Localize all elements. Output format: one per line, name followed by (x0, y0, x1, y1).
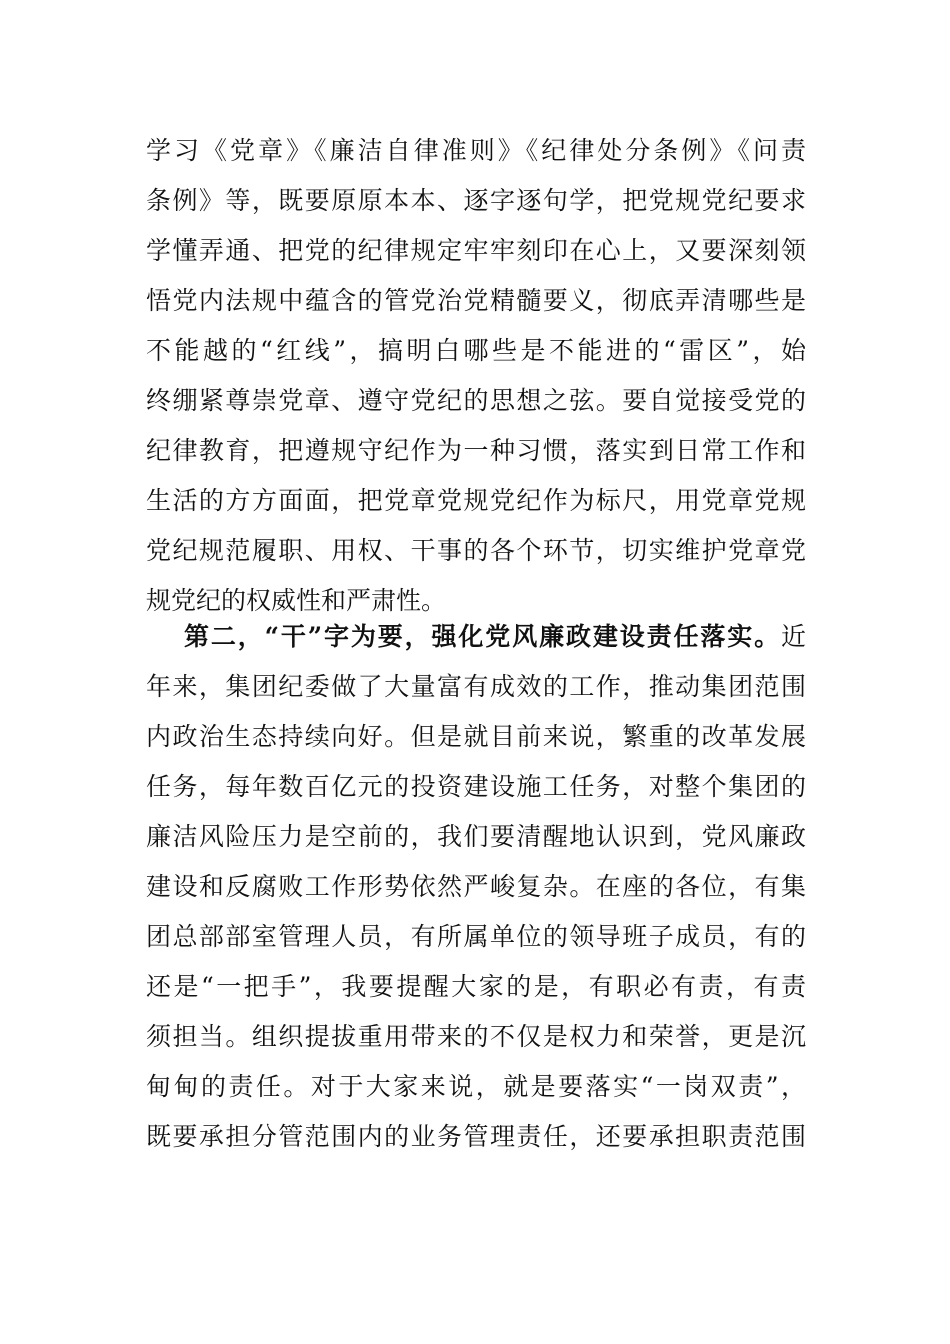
heading-trailing-text: 近 (780, 622, 806, 651)
paragraph-line: 学懂弄通、把党的纪律规定牢牢刻印在心上，又要深刻领 (146, 236, 806, 265)
paragraph-line: 廉洁风险压力是空前的，我们要清醒地认识到，党风廉政 (146, 822, 806, 851)
section-heading: 第二，“干”字为要，强化党风廉政建设责任落实。 (184, 622, 781, 651)
paragraph-line: 条例》等，既要原原本本、逐字逐句学，把党规党纪要求 (146, 186, 806, 215)
paragraph-line: 纪律教育，把遵规守纪作为一种习惯，落实到日常工作和 (146, 436, 806, 465)
paragraph-line: 团总部部室管理人员，有所属单位的领导班子成员，有的 (146, 922, 806, 951)
paragraph-first-line (146, 612, 806, 662)
paragraph-line: 内政治生态持续向好。但是就目前来说，繁重的改革发展 (146, 722, 806, 751)
paragraph-line: 既要承担分管范围内的业务管理责任，还要承担职责范围 (146, 1122, 806, 1151)
paragraph-1 (146, 126, 806, 626)
paragraph-line: 任务，每年数百亿元的投资建设施工任务，对整个集团的 (146, 772, 806, 801)
paragraph-line: 不能越的“红线”，搞明白哪些是不能进的“雷区”，始 (146, 336, 806, 365)
paragraph-line: 党纪规范履职、用权、干事的各个环节，切实维护党章党 (146, 536, 806, 565)
paragraph-line: 甸甸的责任。对于大家来说，就是要落实“一岗双责”， (146, 1072, 806, 1101)
paragraph-line: 生活的方方面面，把党章党规党纪作为标尺，用党章党规 (146, 486, 806, 515)
paragraph-line: 还是“一把手”，我要提醒大家的是，有职必有责，有责 (146, 972, 806, 1001)
paragraph-line: 建设和反腐败工作形势依然严峻复杂。在座的各位，有集 (146, 872, 806, 901)
paragraph-line: 年来，集团纪委做了大量富有成效的工作，推动集团范围 (146, 672, 806, 701)
paragraph-line: 须担当。组织提拔重用带来的不仅是权力和荣誉，更是沉 (146, 1022, 806, 1051)
paragraph-line: 规党纪的权威性和严肃性。 (146, 586, 447, 615)
paragraph-line: 悟党内法规中蕴含的管党治党精髓要义，彻底弄清哪些是 (146, 286, 806, 315)
paragraph-2 (146, 612, 806, 1162)
paragraph-line: 终绷紧尊崇党章、遵守党纪的思想之弦。要自觉接受党的 (146, 386, 806, 415)
paragraph-line: 学习《党章》《廉洁自律准则》《纪律处分条例》《问责 (146, 136, 806, 165)
